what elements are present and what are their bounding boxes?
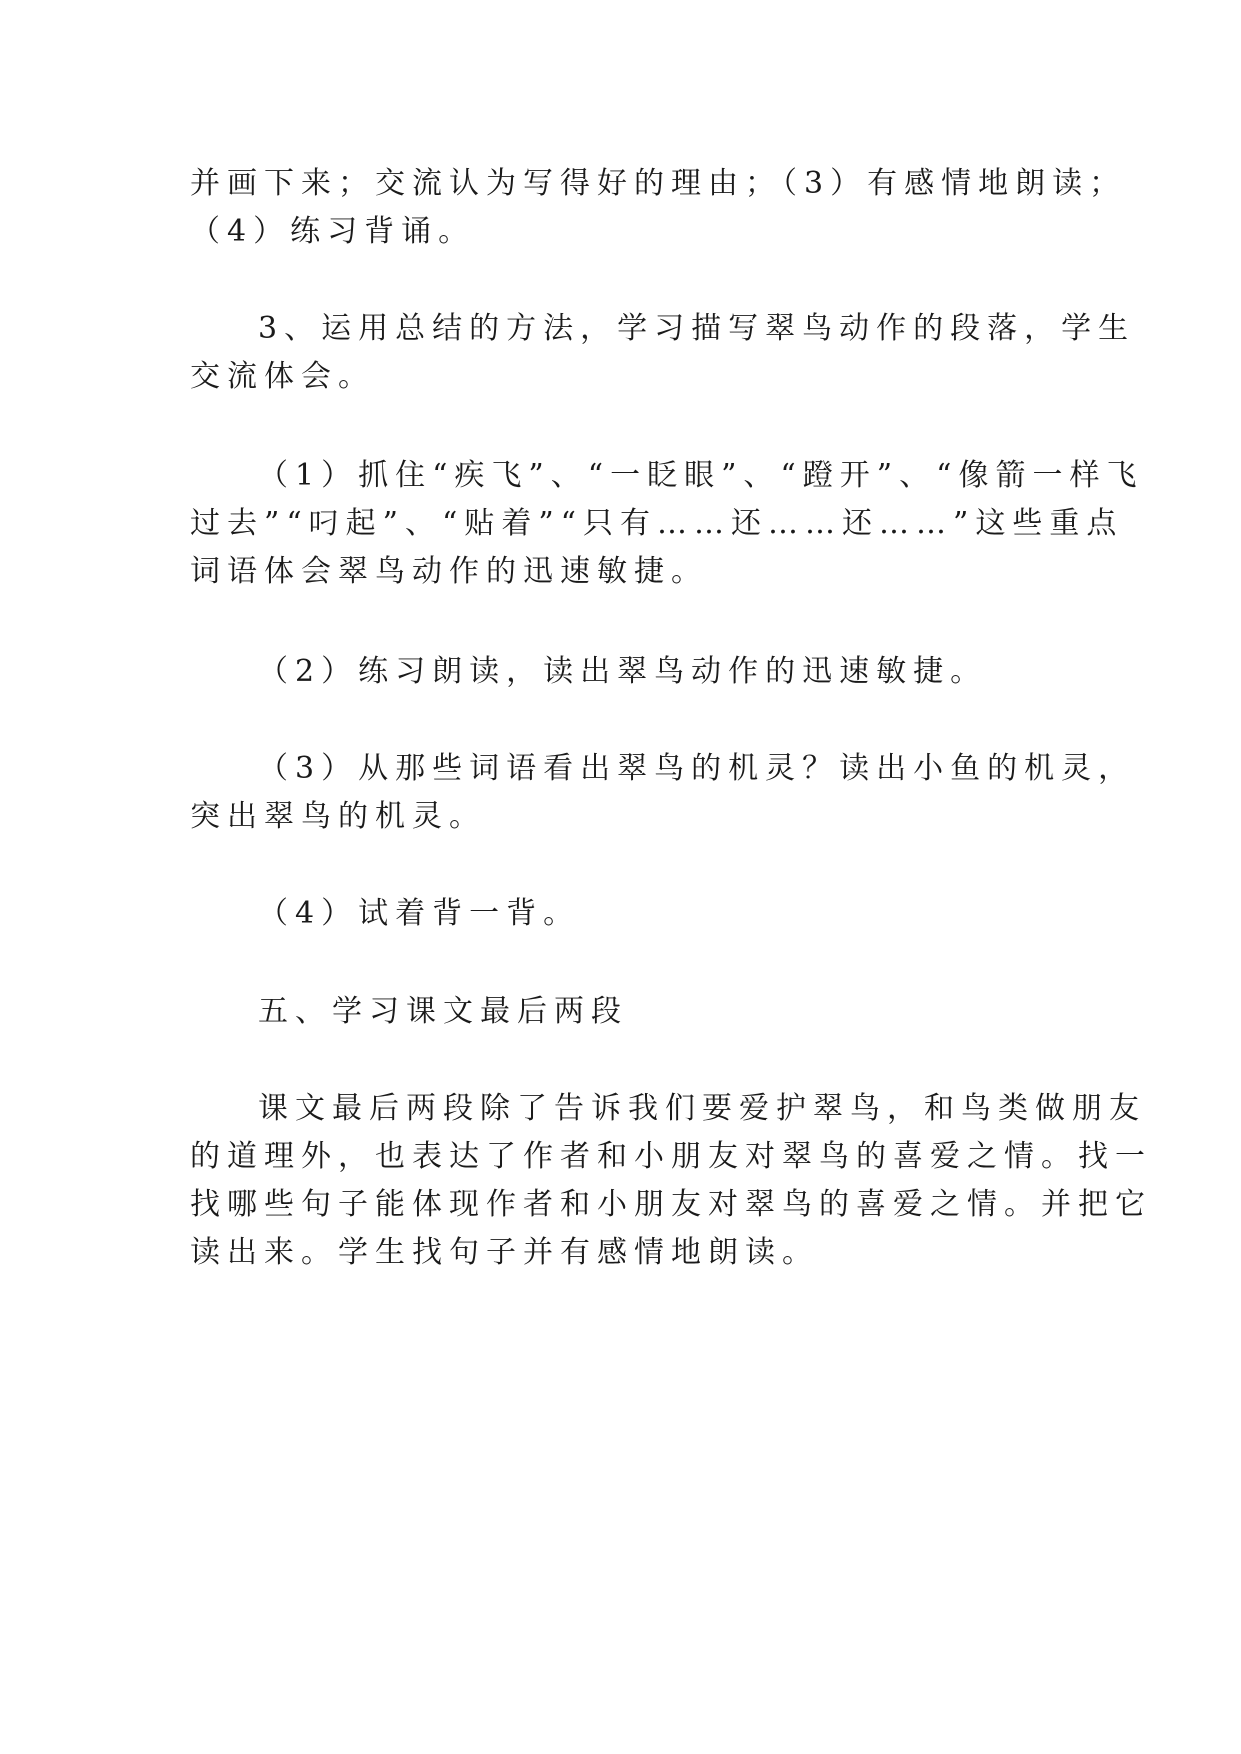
text-line: 的道理外，也表达了作者和小朋友对翠鸟的喜爱之情。找一: [190, 1139, 1152, 1174]
text-line: （3）从那些词语看出翠鸟的机灵？读出小鱼的机灵，: [258, 751, 1136, 786]
text-line: 课文最后两段除了告诉我们要爱护翠鸟，和鸟类做朋友: [258, 1091, 1146, 1126]
text-line: 并画下来；交流认为写得好的理由；（3）有感情地朗读；: [190, 166, 1127, 201]
text-line: 找哪些句子能体现作者和小朋友对翠鸟的喜爱之情。并把它: [190, 1187, 1152, 1222]
text-line: 读出来。学生找句子并有感情地朗读。: [190, 1235, 819, 1270]
section-heading-5: [190, 988, 1060, 1036]
paragraph-continued-steps: [190, 160, 1127, 256]
paragraph-step-3: [190, 305, 1136, 401]
paragraph-sub-2: [190, 648, 1060, 696]
text-line: （1）抓住“疾飞”、“一眨眼”、“蹬开”、“像箭一样飞: [258, 458, 1144, 493]
paragraph-sub-1: [190, 452, 1144, 596]
text-line: （2）练习朗读，读出翠鸟动作的迅速敏捷。: [258, 654, 988, 689]
paragraph-sub-3: [190, 745, 1136, 841]
paragraph-last-sections: [190, 1085, 1152, 1277]
text-line: （4）试着背一背。: [258, 896, 581, 931]
text-line: 突出翠鸟的机灵。: [190, 799, 486, 834]
paragraph-sub-4: [190, 890, 1060, 938]
text-line: 五、学习课文最后两段: [258, 994, 628, 1029]
text-line: 交流体会。: [190, 359, 375, 394]
text-line: 3、运用总结的方法，学习描写翠鸟动作的段落，学生: [258, 311, 1136, 346]
text-line: 过去”“叼起”、“贴着”“只有……还……还……”这些重点: [190, 506, 1124, 541]
text-line: 词语体会翠鸟动作的迅速敏捷。: [190, 554, 708, 589]
text-line: （4）练习背诵。: [190, 214, 476, 249]
